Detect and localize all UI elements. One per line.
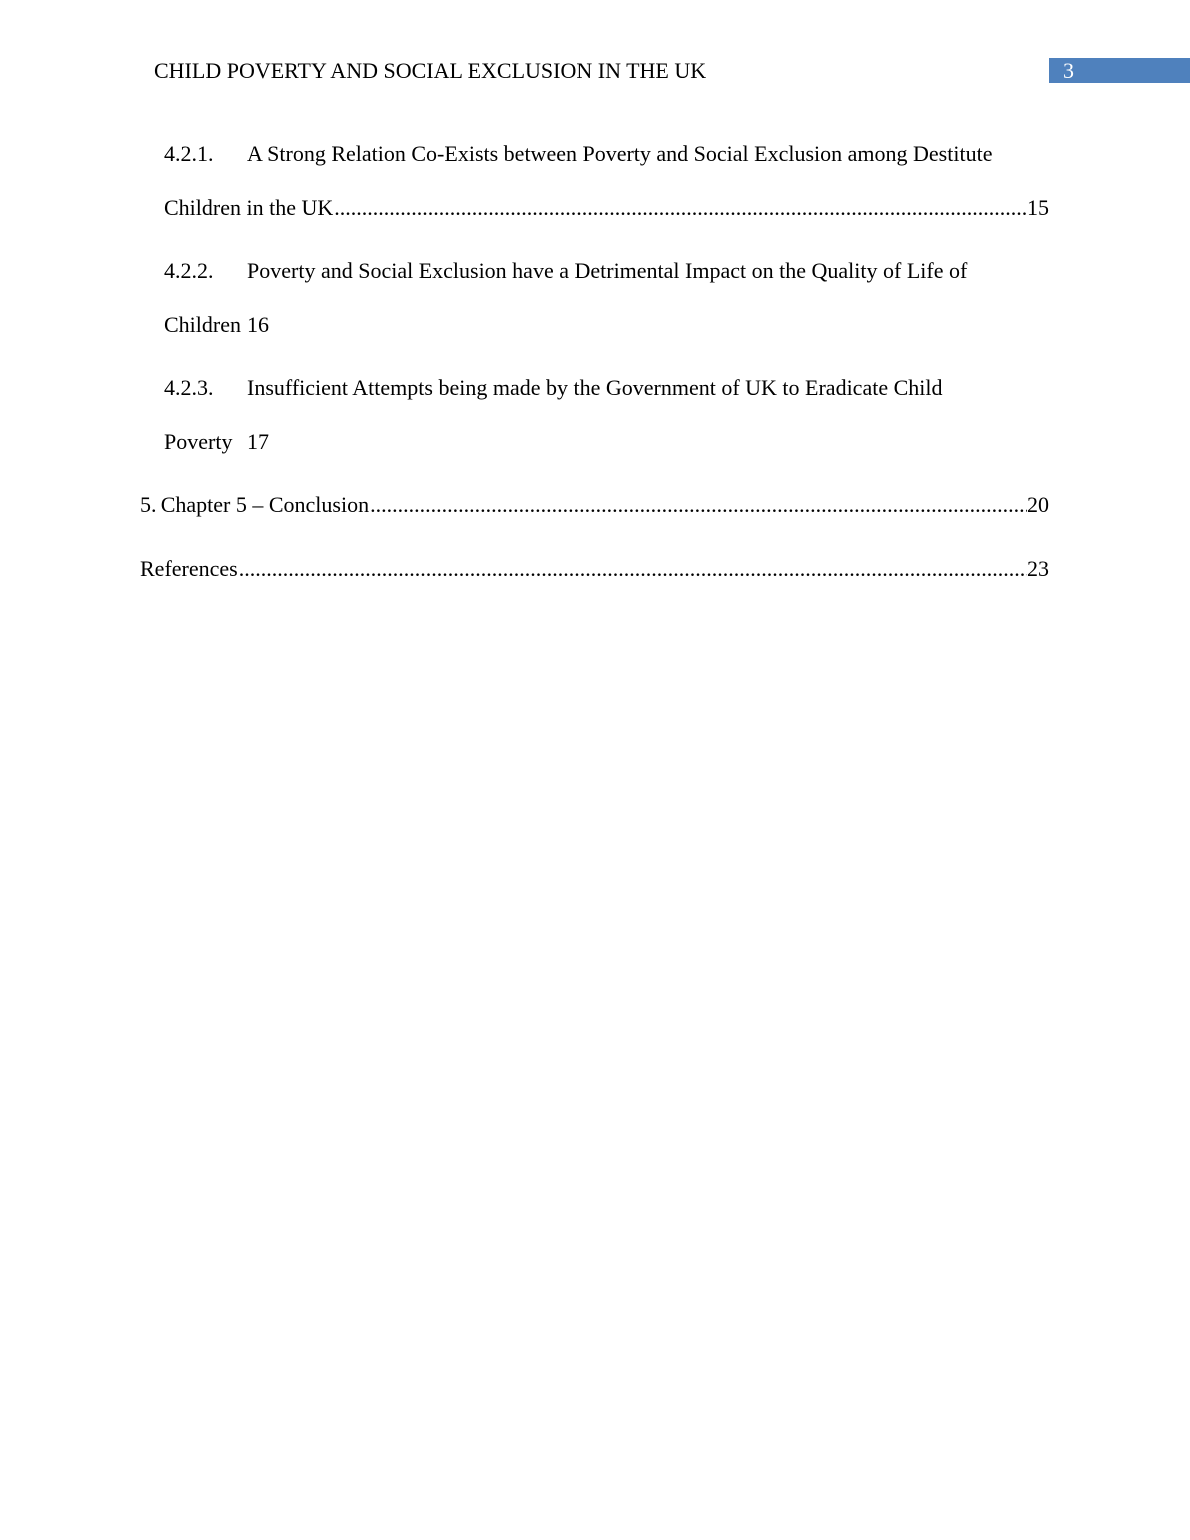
dot-leader xyxy=(239,554,1027,584)
toc-entry-title-continued: Poverty xyxy=(164,429,233,454)
toc-page-number: 23 xyxy=(1027,556,1049,581)
toc-entry-4-2-3-line2[interactable] xyxy=(164,427,464,457)
toc-page-number: 17 xyxy=(247,429,269,454)
toc-entry-title: Chapter 5 – Conclusion xyxy=(160,492,370,517)
page-number-badge: 3 xyxy=(1049,58,1190,83)
toc-entry-4-2-1-line1[interactable] xyxy=(164,139,1049,169)
toc-entry-number: 5. xyxy=(140,492,157,517)
toc-entry-number: 4.2.2. xyxy=(164,258,214,283)
toc-entry-4-2-1-line2[interactable] xyxy=(164,193,1049,223)
toc-entry-references[interactable] xyxy=(140,554,1049,584)
toc-entry-number: 4.2.1. xyxy=(164,141,214,166)
toc-page-number: 20 xyxy=(1027,492,1049,517)
toc-page-number: 16 xyxy=(247,312,269,337)
toc-entry-4-2-2-line2[interactable] xyxy=(164,310,464,340)
dot-leader xyxy=(334,193,1027,223)
toc-page-number: 15 xyxy=(1027,195,1049,220)
running-header-title: CHILD POVERTY AND SOCIAL EXCLUSION IN THE UK xyxy=(154,58,707,83)
toc-entry-number: 4.2.3. xyxy=(164,375,214,400)
toc-entry-chapter-5[interactable] xyxy=(140,490,1049,520)
toc-entry-title-continued: Children in the UK xyxy=(164,195,334,220)
toc-entry-4-2-2-line1[interactable] xyxy=(164,256,1049,286)
toc-entry-title: Poverty and Social Exclusion have a Detrimental Impact on the Quality of Life of xyxy=(247,258,968,283)
toc-entry-title: References xyxy=(140,556,238,581)
dot-leader xyxy=(370,490,1027,520)
toc-entry-title-continued: Children xyxy=(164,312,241,337)
toc-entry-title: A Strong Relation Co-Exists between Poverty and Social Exclusion among Destitute xyxy=(247,141,993,166)
toc-entry-4-2-3-line1[interactable] xyxy=(164,373,1049,403)
toc-entry-title: Insufficient Attempts being made by the Government of UK to Eradicate Child xyxy=(247,375,943,400)
